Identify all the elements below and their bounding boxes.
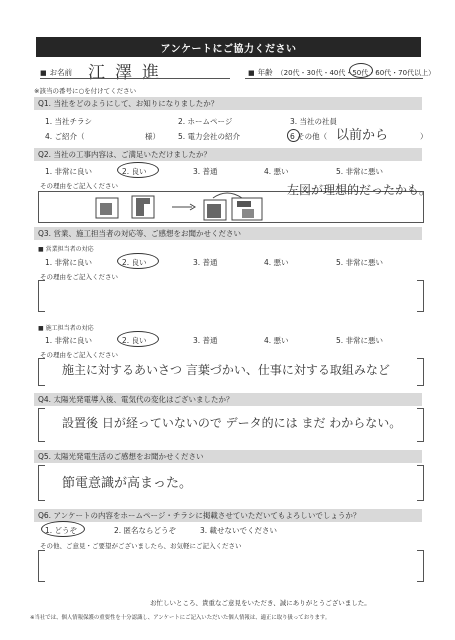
q6-question: Q6. アンケートの内容をホームページ・チラシに掲載させていただいてもよろしいでしょうか？ xyxy=(34,509,422,522)
q2-question: Q2. 当社の工事内容は、ご満足いただけましたか？ xyxy=(34,148,422,161)
q3-sales-label-text: 営業担当者の対応 xyxy=(45,246,94,253)
name-underline xyxy=(40,78,230,79)
q1-other-answer[interactable]: 以前から xyxy=(336,128,389,143)
square-bullet-icon: ■ xyxy=(38,325,44,332)
q1-option-6-close: ） xyxy=(420,132,428,141)
q3-sales-reason-label: その理由をご記入ください xyxy=(40,273,118,281)
age-row xyxy=(248,67,435,78)
q6-option-1-circle xyxy=(41,521,85,537)
footer-thanks: お忙しいところ、貴重なご意見をいただき、誠にありがとうございました。 xyxy=(150,599,371,607)
q2-option-2[interactable]: 2. 良い xyxy=(122,167,147,176)
q2-option-1[interactable]: 1. 非常に良い xyxy=(45,167,93,176)
q3-install-option-1[interactable]: 1. 非常に良い xyxy=(45,336,93,345)
q3-install-label-text: 施工担当者の対応 xyxy=(45,325,94,332)
q6-comment-label: その他、ご意見・ご要望がございましたら、お気軽にご記入ください xyxy=(40,542,242,550)
q3-sales-option-2-circle xyxy=(117,253,159,269)
q2-option-2-circle xyxy=(117,162,159,178)
instruction-note: ※該当の番号に○を付けてください xyxy=(34,87,137,95)
q3-install-option-3[interactable]: 3. 普通 xyxy=(193,336,218,345)
q3-sales-label xyxy=(38,244,94,253)
q6-option-3[interactable]: 3. 載せないでください xyxy=(200,526,278,535)
q3-install-option-5[interactable]: 5. 非常に悪い xyxy=(336,336,384,345)
q1-option-6-circle xyxy=(287,129,300,142)
q3-sales-option-5[interactable]: 5. 非常に悪い xyxy=(336,258,384,267)
q5-question: Q5. 太陽光発電生活のご感想をお聞かせください xyxy=(34,450,422,463)
q2-reason-label: その理由をご記入ください xyxy=(40,182,118,190)
q4-question: Q4. 太陽光発電導入後、電気代の変化はございましたか？ xyxy=(34,393,422,406)
age-underline xyxy=(245,78,423,79)
q6-option-2[interactable]: 2. 匿名ならどうぞ xyxy=(114,526,177,535)
age-label: 年齢 xyxy=(257,68,273,77)
age-options: （20代・30代・40代・50代・60代・70代以上） xyxy=(276,68,436,77)
q2-option-5[interactable]: 5. 非常に悪い xyxy=(336,167,384,176)
q3-install-label xyxy=(38,323,94,332)
q6-comment-box[interactable] xyxy=(38,551,424,581)
q3-sales-option-1[interactable]: 1. 非常に良い xyxy=(45,258,93,267)
q3-install-option-4[interactable]: 4. 悪い xyxy=(264,336,289,345)
q1-option-1[interactable]: 1. 当社チラシ xyxy=(45,117,93,126)
q3-question: Q3. 営業、施工担当者の対応等、ご感想をお聞かせください xyxy=(34,227,422,240)
q1-question: Q1. 当社をどのようにして、お知りになりましたか？ xyxy=(34,97,422,110)
panel-layout-sketch-icon xyxy=(92,190,272,226)
q3-install-option-2[interactable]: 2. 良い xyxy=(122,336,147,345)
square-bullet-icon: ■ xyxy=(40,68,47,77)
q3-install-option-2-circle xyxy=(117,331,159,347)
square-bullet-icon: ■ xyxy=(248,68,255,77)
q3-sales-option-4[interactable]: 4. 悪い xyxy=(264,258,289,267)
q4-answer[interactable]: 設置後 日が経っていないので データ的には まだ わからない。 xyxy=(62,416,402,430)
q1-option-6[interactable]: 6 その他（ xyxy=(290,132,328,141)
q6-option-1[interactable]: 1. どうぞ xyxy=(45,526,78,535)
q1-option-4[interactable]: 4. ご紹介（ xyxy=(45,132,85,141)
footer-privacy: ※当社では、個人情報保護の重要性を十分認識し、アンケートにご記入いただいた個人情報は、適正に取り扱っております。 xyxy=(30,615,331,621)
q3-sales-option-2[interactable]: 2. 良い xyxy=(122,258,147,267)
q3-install-reason-answer[interactable]: 施主に対するあいさつ 言葉づかい、仕事に対する取組みなど xyxy=(62,363,390,377)
q2-reason-answer[interactable]: 左図が理想的だったかも。 xyxy=(287,183,432,197)
q1-option-5[interactable]: 5. 電力会社の紹介 xyxy=(178,132,241,141)
age-60s-circle xyxy=(349,63,373,78)
name-label-row xyxy=(40,67,72,78)
q3-sales-reason-box[interactable] xyxy=(38,281,424,311)
name-value[interactable]: 江澤進 xyxy=(88,63,169,83)
q5-answer[interactable]: 節電意識が高まった。 xyxy=(62,476,193,491)
name-label: お名前 xyxy=(49,68,73,77)
survey-title: アンケートにご協力ください xyxy=(36,37,421,57)
q3-sales-option-3[interactable]: 3. 普通 xyxy=(193,258,218,267)
q1-option-2[interactable]: 2. ホームページ xyxy=(178,117,233,126)
q2-option-3[interactable]: 3. 普通 xyxy=(193,167,218,176)
q3-install-reason-label: その理由をご記入ください xyxy=(40,351,118,359)
square-bullet-icon: ■ xyxy=(38,246,44,253)
q1-option-3[interactable]: 3. 当社の社員 xyxy=(290,117,338,126)
q1-option-4-sama: 様） xyxy=(145,132,160,141)
q2-option-4[interactable]: 4. 悪い xyxy=(264,167,289,176)
